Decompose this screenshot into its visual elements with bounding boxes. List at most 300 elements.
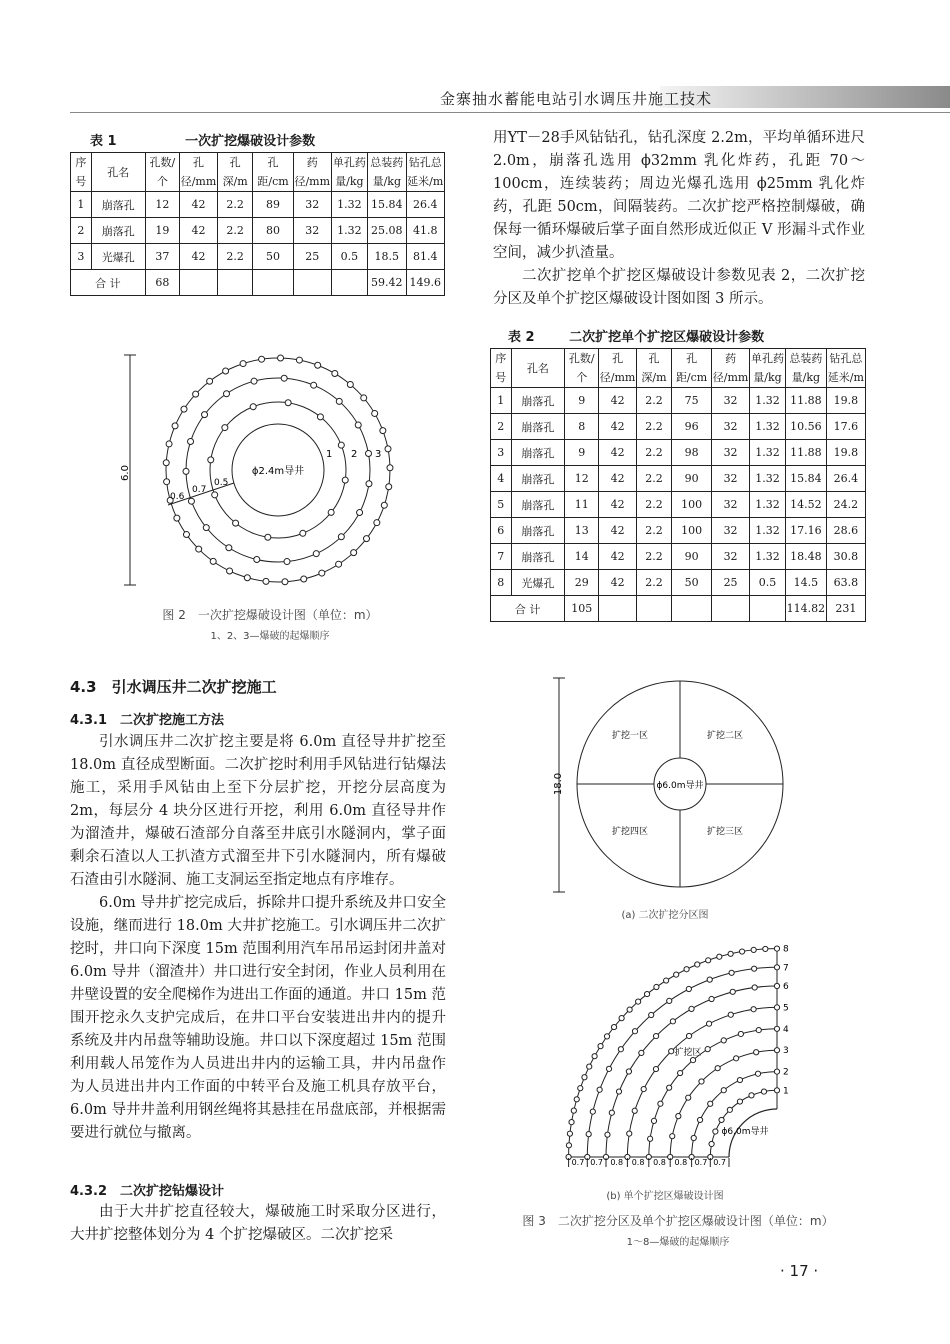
table-cell: 100: [672, 492, 712, 518]
blast-hole: [749, 1093, 754, 1098]
table-cell: 18.48: [786, 544, 827, 570]
blast-hole: [203, 525, 209, 531]
blast-hole: [357, 510, 363, 516]
table-cell: 2: [491, 414, 512, 440]
blast-hole: [380, 428, 386, 434]
blast-hole: [774, 1048, 779, 1053]
blast-hole: [240, 361, 246, 367]
blast-hole: [684, 967, 689, 972]
table2-caption: [508, 326, 764, 345]
table-header-cell: 孔名: [511, 349, 565, 388]
blast-hole: [338, 534, 344, 540]
blast-hole: [163, 460, 169, 466]
blast-hole: [690, 1058, 695, 1063]
table-cell: 崩落孔: [511, 388, 565, 414]
table-cell: 崩落孔: [511, 466, 565, 492]
blast-hole: [632, 1108, 637, 1113]
blast-hole: [604, 1034, 609, 1039]
table-cell: 2.2: [636, 544, 671, 570]
table-cell: 8: [565, 414, 599, 440]
blast-hole: [372, 410, 378, 416]
table-cell: [749, 596, 785, 622]
table-cell: 32: [712, 544, 750, 570]
fig3a-zone-diagram: [545, 672, 785, 902]
table-cell: 50: [672, 570, 712, 596]
header-rule: [70, 112, 950, 113]
blast-hole: [734, 1056, 739, 1061]
blast-hole: [670, 1019, 675, 1024]
page-number: · 17 ·: [780, 1262, 819, 1280]
table-cell: 10.56: [786, 414, 827, 440]
spacing-label: 0.8: [674, 1158, 688, 1167]
blast-hole: [686, 1033, 691, 1038]
spacing-label: 0.7: [713, 1158, 727, 1167]
blast-hole: [227, 568, 233, 574]
blast-hole: [719, 1117, 724, 1122]
blast-hole: [223, 368, 229, 374]
firing-order-number: 7: [783, 963, 789, 974]
blast-hole: [222, 425, 228, 431]
table-cell: 29: [565, 570, 599, 596]
blast-hole: [644, 991, 649, 996]
table-cell: 32: [712, 466, 750, 492]
table-cell: 8: [491, 570, 512, 596]
blast-hole: [669, 1049, 674, 1054]
paragraph: 二次扩挖单个扩挖区爆破设计参数见表 2，二次扩挖分区及单个扩挖区爆破设计图如图 3 所示。: [493, 268, 865, 307]
blast-hole: [296, 357, 302, 363]
blast-hole: [301, 576, 307, 582]
blast-hole: [313, 551, 319, 557]
firing-order-number: 3: [783, 1046, 789, 1057]
blast-hole: [226, 545, 232, 551]
table-header-cell: 单孔药量/kg: [331, 153, 367, 192]
table-cell: 0.5: [749, 570, 785, 596]
blast-hole: [263, 578, 269, 584]
table-cell: 32: [712, 518, 750, 544]
table-cell: 17.16: [786, 518, 827, 544]
table-cell: 32: [293, 192, 331, 218]
table-header-cell: 总装药量/kg: [368, 153, 406, 192]
blast-hole: [571, 1108, 576, 1113]
table-cell: [293, 270, 331, 296]
table-row: [71, 218, 445, 244]
table-cell: 32: [293, 218, 331, 244]
table-cell: 12: [565, 466, 599, 492]
spacing-label: 0.8: [653, 1158, 666, 1167]
fig2-note: 1、2、3—爆破的起爆顺序: [210, 631, 330, 642]
right-column-body: [493, 127, 865, 311]
table-cell: [217, 270, 252, 296]
table1-title: 一次扩挖爆破设计参数: [185, 134, 316, 149]
table1-label: 表 1: [90, 134, 117, 149]
table-cell: 崩落孔: [511, 518, 565, 544]
table-cell: 105: [565, 596, 599, 622]
table-cell: 崩落孔: [91, 192, 145, 218]
paragraph: 由于大井扩挖直径较大，爆破施工时采取分区进行，大井扩挖整体划分为 4 个扩挖爆破区。二次扩挖采: [70, 1204, 446, 1243]
blast-hole: [627, 1131, 632, 1136]
blast-hole: [708, 1101, 713, 1106]
table-row: [491, 414, 866, 440]
blast-hole: [691, 1135, 696, 1140]
table-header-cell: 总装药量/kg: [786, 349, 827, 388]
table-cell: 42: [599, 440, 637, 466]
table-cell: 2.2: [217, 218, 252, 244]
blast-hole: [172, 423, 178, 429]
fig3a-zone-3: 扩挖三区: [706, 827, 744, 837]
fig2-ring-label-1: 1: [326, 449, 333, 460]
blast-hole: [183, 532, 189, 538]
blast-hole: [686, 986, 691, 991]
fig3a-zone-2: 扩挖二区: [706, 731, 744, 741]
blast-hole: [611, 1024, 616, 1029]
table-header-cell: 孔名: [91, 153, 145, 192]
blast-hole: [385, 446, 391, 452]
table-header-cell: 单孔药量/kg: [749, 349, 785, 388]
table-cell: 63.8: [826, 570, 865, 596]
blast-hole: [627, 1007, 632, 1012]
table-cell: 11: [565, 492, 599, 518]
table-cell: 2.2: [217, 244, 252, 270]
table-cell: 2.2: [217, 192, 252, 218]
blast-hole: [244, 575, 250, 581]
fig3b-center-label: ϕ6.0m导井: [721, 1127, 769, 1137]
table-cell: 90: [672, 544, 712, 570]
table-row: [491, 570, 866, 596]
blast-hole: [569, 1119, 574, 1124]
spacing-label: 0.7: [590, 1158, 604, 1167]
table-cell: 24.2: [826, 492, 865, 518]
blast-hole: [366, 450, 372, 456]
blast-hole: [721, 1038, 726, 1043]
table-cell: 合 计: [491, 596, 565, 622]
fig3b-zone-label: 扩挖区: [674, 1048, 702, 1058]
blast-hole: [328, 509, 334, 515]
blast-hole: [706, 958, 711, 963]
table-cell: 14.52: [786, 492, 827, 518]
blast-hole: [587, 1064, 592, 1069]
table-header-cell: 孔数/个: [145, 153, 179, 192]
table-cell: 15.84: [786, 466, 827, 492]
table-cell: 4: [491, 466, 512, 492]
table-cell: 26.4: [826, 466, 865, 492]
blast-hole: [598, 1044, 603, 1049]
blast-hole: [597, 1087, 602, 1092]
table-header-cell: 钻孔总延米/m: [406, 153, 445, 192]
blast-hole: [727, 1107, 732, 1112]
table-cell: 崩落孔: [91, 218, 145, 244]
table-cell: 3: [71, 244, 92, 270]
firing-order-number: 1: [783, 1086, 789, 1097]
blast-hole: [254, 557, 260, 563]
section-4-3-1-title: 4.3.1 二次扩挖施工方法: [70, 713, 225, 728]
blast-hole: [609, 1110, 614, 1115]
table-cell: 100: [672, 518, 712, 544]
fig2-ring-label-3: 3: [375, 449, 382, 460]
blast-hole: [636, 999, 641, 1004]
table-cell: 68: [145, 270, 179, 296]
table-cell: 13: [565, 518, 599, 544]
blast-hole: [181, 406, 187, 412]
firing-order-number: 5: [783, 1003, 789, 1014]
table-cell: 2.2: [636, 440, 671, 466]
table-cell: 41.8: [406, 218, 445, 244]
blast-hole: [586, 1132, 591, 1137]
table-total-row: [491, 596, 866, 622]
table-cell: 37: [145, 244, 179, 270]
table-header-cell: 序号: [71, 153, 92, 192]
firing-order-number: 6: [783, 982, 789, 992]
blast-hole: [756, 1028, 761, 1033]
blast-hole: [761, 1089, 766, 1094]
blast-hole: [332, 370, 338, 376]
fig2-center-label: ϕ2.4m导井: [251, 466, 305, 477]
blast-hole: [739, 949, 744, 954]
blast-hole: [752, 966, 757, 971]
blast-ring-arc: [710, 1090, 777, 1157]
blast-hole: [676, 1114, 681, 1119]
blast-hole: [737, 1099, 742, 1104]
blast-hole: [224, 391, 230, 397]
fig3a-caption: (a) 二次扩挖分区图: [621, 910, 709, 921]
section-4-3-title: 4.3 引水调压井二次扩挖施工: [70, 678, 277, 696]
table-cell: 98: [672, 440, 712, 466]
table-cell: 32: [712, 414, 750, 440]
table-cell: 90: [672, 466, 712, 492]
blast-hole: [728, 1012, 733, 1017]
table-cell: 14.5: [786, 570, 827, 596]
table-row: [491, 544, 866, 570]
table-cell: [672, 596, 712, 622]
table-cell: 1.32: [749, 414, 785, 440]
fig3a-zone-4: 扩挖四区: [611, 827, 649, 837]
fig3a-zone-1: 扩挖一区: [611, 731, 649, 741]
blast-hole: [336, 398, 342, 404]
table-cell: 96: [672, 414, 712, 440]
table-cell: 25.08: [368, 218, 406, 244]
blast-hole: [632, 1029, 637, 1034]
table1: [70, 152, 445, 296]
table-cell: 崩落孔: [511, 492, 565, 518]
table-header-cell: 孔深/m: [636, 349, 671, 388]
blast-hole: [774, 1026, 779, 1031]
blast-hole: [670, 1134, 675, 1139]
blast-hole: [282, 579, 288, 585]
blast-hole: [705, 1047, 710, 1052]
blast-hole: [618, 1047, 623, 1052]
table-cell: 0.5: [331, 244, 367, 270]
blast-hole: [648, 1136, 653, 1141]
table-cell: 1: [491, 388, 512, 414]
blast-hole: [751, 947, 756, 952]
table-cell: 25: [293, 244, 331, 270]
table-row: [491, 466, 866, 492]
blast-hole: [210, 558, 216, 564]
paragraph: 6.0m 导井扩挖完成后，拆除井口提升系统及井口安全设施，继而进行 18.0m 大井扩挖施工。引水调压井二次扩挖时，井口向下深度 15m 范围利用汽车吊吊运封闭井盖对 6.0m 导井（溜渣井）井口进行安全封闭，作业人员利用在井壁设置的安全爬梯作为进出工作面的通道。井口 15m 范围开挖永久支护完成后，在井口平台安装进出井内的提升系统及井内吊盘等辅助设施。井口以下深度超过 15m 范围利用载人吊笼作为人员进出井内的运输工具，井内吊盘作为人员进出井内工作面的中转平台及施工机具存放平台，6.0m 导井井盖利用钢丝绳将其悬挂在吊盘底部，并根据需要进行就位与撤离。: [70, 895, 446, 1141]
table-cell: 42: [599, 388, 637, 414]
fig3a-center-label: ϕ6.0m导井: [656, 781, 704, 791]
blast-hole: [728, 951, 733, 956]
blast-hole: [658, 1101, 663, 1106]
blast-hole: [695, 962, 700, 967]
table-header-cell: 孔数/个: [565, 349, 599, 388]
blast-hole: [654, 984, 659, 989]
table-row: [71, 244, 445, 270]
blast-hole: [233, 520, 239, 526]
table-header-cell: 药径/mm: [293, 153, 331, 192]
table-row: [71, 192, 445, 218]
blast-hole: [366, 481, 372, 487]
table-cell: 42: [599, 544, 637, 570]
blast-hole: [653, 1033, 658, 1038]
blast-hole: [619, 1016, 624, 1021]
blast-ring-arc: [692, 1072, 777, 1157]
blast-hole: [351, 550, 357, 556]
table-header-cell: 序号: [491, 349, 512, 388]
table-cell: 崩落孔: [511, 440, 565, 466]
table-row: [491, 492, 866, 518]
paragraph: 引水调压井二次扩挖主要是将 6.0m 直径导井扩挖至 18.0m 直径成型断面。二次扩挖时利用手风钻进行钻爆法施工，采用手风钻由上至下分层扩挖，开挖分层高度为 2m，每层分 4 块分区进行开挖，利用 6.0m 直径导井作为溜渣井，爆破石渣部分自落至井底引水隧洞内，掌子面剩余石渣以人工扒渣方式溜至井下引水隧洞内，所有爆破石渣由引水隧洞、施工支洞运至指定地点有序堆存。: [70, 734, 446, 888]
fig2-spacing-2: 0.7: [192, 485, 207, 495]
table-cell: 18.5: [368, 244, 406, 270]
table2: [490, 348, 866, 622]
blast-hole: [752, 985, 757, 990]
blast-hole: [774, 983, 779, 988]
blast-hole: [709, 1141, 714, 1146]
table-cell: 80: [253, 218, 293, 244]
blast-hole: [664, 978, 669, 983]
blast-hole: [730, 989, 735, 994]
table-cell: 26.4: [406, 192, 445, 218]
table2-label: 表 2: [508, 330, 535, 345]
spacing-label: 0.8: [610, 1158, 624, 1167]
blast-hole: [278, 355, 284, 361]
firing-order-number: 8: [783, 944, 789, 955]
table-cell: 25: [712, 570, 750, 596]
table-header-cell: 孔距/cm: [253, 153, 293, 192]
blast-hole: [374, 520, 380, 526]
table-cell: 42: [180, 244, 218, 270]
fig2-spacing-1: 0.6: [170, 492, 185, 502]
fig2-caption: 图 2 一次扩挖爆破设计图（单位：m）: [162, 608, 378, 622]
firing-order-number: 4: [783, 1024, 789, 1035]
table-cell: 1.32: [749, 466, 785, 492]
blast-hole: [582, 1075, 587, 1080]
table-cell: 光爆孔: [511, 570, 565, 596]
running-header-title: 金寨抽水蓄能电站引水调压井施工技术: [440, 90, 713, 108]
blast-hole: [738, 1031, 743, 1036]
table-cell: 59.42: [368, 270, 406, 296]
blast-hole: [387, 465, 393, 471]
table-cell: 114.82: [786, 596, 827, 622]
table-cell: [253, 270, 293, 296]
table-row: [491, 518, 866, 544]
table-cell: 6: [491, 518, 512, 544]
fig2-dim-label: 6.0: [120, 465, 131, 481]
table-cell: 19: [145, 218, 179, 244]
table1-caption: [90, 130, 315, 149]
table-cell: 19.8: [826, 388, 865, 414]
blast-hole: [641, 1086, 646, 1091]
blast-hole: [606, 1066, 611, 1071]
blast-hole: [774, 1005, 779, 1010]
blast-hole: [319, 570, 325, 576]
blast-hole: [737, 1077, 742, 1082]
table-cell: 1.32: [749, 492, 785, 518]
table-cell: 3: [491, 440, 512, 466]
table-header-cell: 孔深/m: [217, 153, 252, 192]
table-cell: [331, 270, 367, 296]
table-cell: 2.2: [636, 466, 671, 492]
blast-hole: [713, 1129, 718, 1134]
blast-hole: [567, 1131, 572, 1136]
table-header-cell: 药径/mm: [712, 349, 750, 388]
table-header-cell: 孔距/cm: [672, 349, 712, 388]
blast-hole: [754, 1050, 759, 1055]
blast-hole: [265, 534, 271, 540]
blast-hole: [774, 946, 779, 951]
blast-hole: [699, 1079, 704, 1084]
table-cell: 1.32: [331, 218, 367, 244]
table-cell: 2.2: [636, 388, 671, 414]
blast-hole: [208, 457, 214, 463]
blast-hole: [706, 1021, 711, 1026]
blast-hole: [592, 1054, 597, 1059]
blast-hole: [686, 1095, 691, 1100]
blast-hole: [188, 498, 194, 504]
table-cell: 42: [180, 192, 218, 218]
table-cell: 2.2: [636, 492, 671, 518]
blast-hole: [616, 1089, 621, 1094]
section-4-3-2-title: 4.3.2 二次扩挖钻爆设计: [70, 1184, 225, 1199]
blast-hole: [751, 1007, 756, 1012]
fig2-spacing-3: 0.5: [214, 478, 229, 488]
blast-hole: [667, 998, 672, 1003]
table2-title: 二次扩挖单个扩挖区爆破设计参数: [569, 330, 765, 345]
blast-hole: [715, 1066, 720, 1071]
table-cell: 17.6: [826, 414, 865, 440]
blast-hole: [381, 502, 387, 508]
table-cell: 14: [565, 544, 599, 570]
table-cell: 50: [253, 244, 293, 270]
blast-hole: [574, 1097, 579, 1102]
spacing-label: 0.7: [694, 1158, 708, 1167]
blast-hole: [689, 1006, 694, 1011]
blast-hole: [364, 536, 370, 542]
paragraph: 用YT－28手风钻钻孔，钻孔深度 2.2m，平均单循环进尺 2.0m，崩落孔选用 ϕ32mm 乳化炸药，孔距 70～100cm，连续装药；周边光爆孔选用 ϕ25mm 乳化炸药，孔距 50cm，间隔装药。二次扩挖严格控制爆破，确保每一循环爆破后掌子面自然形成近似正 V 形漏斗式作业空间，减少扒渣量。: [493, 130, 865, 261]
fig2-ring-diagram: [110, 345, 430, 605]
blast-hole: [755, 1071, 760, 1076]
blast-hole: [774, 1069, 779, 1074]
blast-hole: [697, 1117, 702, 1122]
table-cell: 7: [491, 544, 512, 570]
fig3b-quadrant-diagram: [545, 922, 805, 1177]
blast-hole: [709, 996, 714, 1001]
table-cell: [180, 270, 218, 296]
table-cell: 2: [71, 218, 92, 244]
table-cell: 1.32: [749, 544, 785, 570]
blast-hole: [183, 468, 189, 474]
blast-hole: [639, 1050, 644, 1055]
table-cell: 89: [253, 192, 293, 218]
fig3a-dim-label: 18.0: [553, 772, 564, 796]
blast-hole: [212, 492, 218, 498]
table-cell: 9: [565, 388, 599, 414]
table-cell: 42: [599, 414, 637, 440]
blast-hole: [707, 977, 712, 982]
blast-hole: [386, 484, 392, 490]
blast-hole: [361, 395, 367, 401]
blast-hole: [285, 400, 291, 406]
